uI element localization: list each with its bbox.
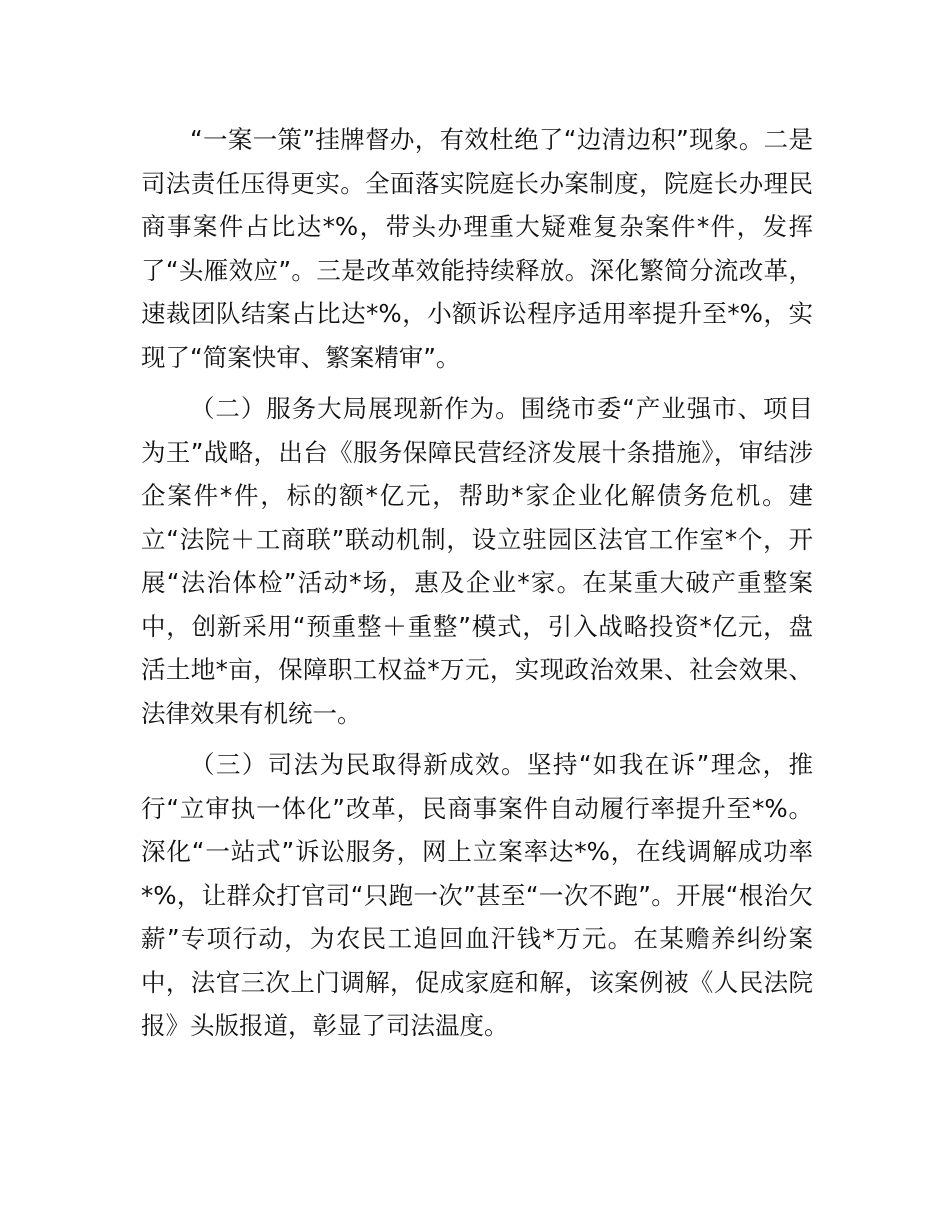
paragraph-2: （二）服务大局展现新作为。围绕市委“产业强市、项目为王”战略，出台《服务保障民营经济发展十条措施》，审结涉企案件*件，标的额*亿元，帮助*家企业化解债务危机。建立“法院＋工商联”联动机制，设立驻园区法官工作室*个，开展“法治体检”活动*场，惠及企业*家。在某重大破产重整案中，创新采用“预重整＋重整”模式，引入战略投资*亿元，盘活土地*亩，保障职工权益*万元，实现政治效果、社会效果、法律效果有机统一。	[141, 394, 813, 728]
paragraph-1: “一案一策”挂牌督办，有效杜绝了“边清边积”现象。二是司法责任压得更实。全面落实院庭长办案制度，院庭长办理民商事案件占比达*%，带头办理重大疑难复杂案件*件，发挥了“头雁效应”。三是改革效能持续释放。深化繁简分流改革，速裁团队结案占比达*%，小额诉讼程序适用率提升至*%，实现了“简案快审、繁案精审”。	[141, 125, 813, 372]
document-body	[141, 118, 813, 1056]
paragraph-3: （三）司法为民取得新成效。坚持“如我在诉”理念，推行“立审执一体化”改革，民商事案件自动履行率提升至*%。深化“一站式”诉讼服务，网上立案率达*%，在线调解成功率*%，让群众打官司“只跑一次”甚至“一次不跑”。开展“根治欠薪”专项行动，为农民工追回血汗钱*万元。在某赡养纠纷案中，法官三次上门调解，促成家庭和解，该案例被《人民法院报》头版报道，彰显了司法温度。	[141, 750, 813, 1040]
